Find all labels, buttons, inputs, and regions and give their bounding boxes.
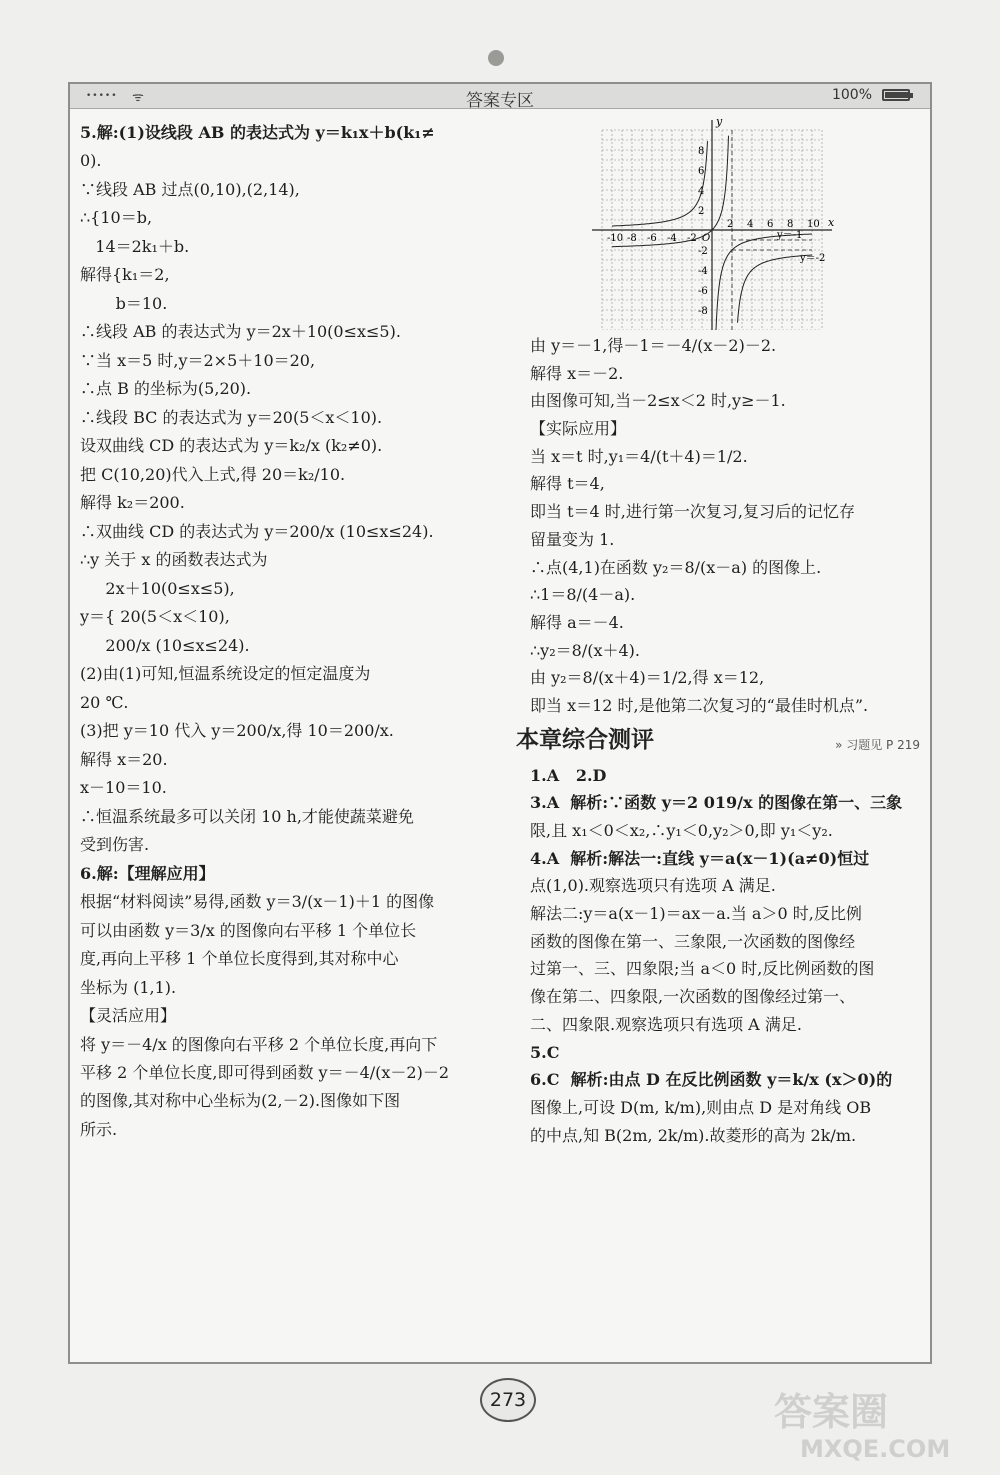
text-line: 所示. — [80, 1119, 118, 1139]
text-line: 解得 x＝－2. — [530, 363, 624, 383]
text-line: 可以由函数 y＝3/x 的图像向右平移 1 个单位长 — [80, 920, 417, 940]
tablet-camera-dot — [488, 50, 504, 66]
text-line: y＝{ 20(5＜x＜10), — [80, 607, 230, 627]
text-line: 留量变为 1. — [530, 529, 615, 549]
text-line: 由图像可知,当－2≤x＜2 时,y≥－1. — [530, 391, 786, 411]
left-column — [80, 122, 490, 1147]
hyperbola-branch — [738, 255, 813, 323]
x-tick-label: -6 — [647, 233, 657, 244]
text-line: 根据“材料阅读”易得,函数 y＝3/(x－1)＋1 的图像 — [80, 892, 435, 912]
watermark-line1: 答案圈 — [774, 1390, 889, 1434]
text-line: 1.A 2.D — [530, 765, 607, 785]
text-line: 解得 k₂＝200. — [80, 493, 185, 513]
y-tick-label: -4 — [698, 266, 708, 277]
y-tick-label: -6 — [698, 286, 708, 297]
right-column — [516, 335, 920, 1152]
section-header — [516, 723, 920, 763]
status-bar — [70, 84, 930, 109]
text-line: 解得 t＝4, — [530, 474, 605, 494]
x-tick-label: 4 — [747, 219, 754, 230]
text-line: 二、四象限.观察选项只有选项 A 满足. — [530, 1014, 802, 1034]
wifi-icon: ᯤ — [132, 90, 144, 105]
text-line: 将 y＝－4/x 的图像向右平移 2 个单位长度,再向下 — [80, 1034, 438, 1054]
hyperbola-branch — [612, 141, 708, 226]
watermark-line2: MXQE.COM — [800, 1435, 951, 1463]
text-line: ∴线段 AB 的表达式为 y＝2x＋10(0≤x≤5). — [80, 322, 401, 342]
chapter-test-answers — [530, 765, 920, 1147]
text-line: 限,且 x₁＜0＜x₂,∴y₁＜0,y₂＞0,即 y₁＜y₂. — [530, 821, 833, 840]
text-line: ∴点 B 的坐标为(5,20). — [80, 379, 252, 399]
text-line: 的中点,知 B(2m, 2k/m).故菱形的高为 2k/m. — [530, 1125, 857, 1145]
text-line: 函数的图像在第一、三象限,一次函数的图像经 — [530, 931, 856, 951]
text-line: ∵线段 AB 过点(0,10),(2,14), — [80, 179, 300, 199]
text-line: 设双曲线 CD 的表达式为 y＝k₂/x (k₂≠0). — [80, 436, 383, 456]
line-label: y＝-1 — [777, 230, 803, 241]
text-line: (3)把 y＝10 代入 y＝200/x,得 10＝200/x. — [80, 721, 394, 741]
text-line: 6.C 解析:由点 D 在反比例函数 y＝k/x (x＞0)的 — [530, 1070, 893, 1090]
battery-fill — [885, 92, 909, 98]
text-line: 【灵活应用】 — [80, 1006, 177, 1026]
text-line: 坐标为 (1,1). — [80, 977, 177, 997]
text-line: 14＝2k₁＋b. — [80, 236, 190, 256]
line-label: y＝-2 — [800, 253, 826, 264]
y-tick-label: 2 — [698, 206, 705, 217]
page-title: 答案专区 — [466, 91, 534, 111]
text-line: 【实际应用】 — [530, 419, 627, 439]
text-line: 度,再向上平移 1 个单位长度得到,其对称中心 — [80, 949, 399, 969]
x-tick-label: 8 — [787, 219, 794, 230]
hyperbola-branch — [716, 234, 812, 330]
text-line: (2)由(1)可知,恒温系统设定的恒定温度为 — [80, 664, 371, 684]
text-line: 点(1,0).观察选项只有选项 A 满足. — [530, 876, 776, 896]
text-line: 当 x＝t 时,y₁＝4/(t＋4)＝1/2. — [530, 446, 748, 466]
text-line: 2x＋10(0≤x≤5), — [80, 578, 235, 598]
text-line: 即当 t＝4 时,进行第一次复习,复习后的记忆存 — [530, 502, 855, 522]
x-tick-label: -10 — [607, 233, 624, 244]
text-line: ∴y₂＝8/(x＋4). — [530, 640, 640, 660]
text-line: 3.A 解析:∵函数 y＝2 019/x 的图像在第一、三象 — [530, 793, 903, 813]
text-line: ∴y 关于 x 的函数表达式为 — [80, 550, 268, 570]
x-tick-label: -8 — [627, 233, 637, 244]
text-line: ∴{10＝b, — [80, 208, 153, 228]
text-line: 解得 x＝20. — [80, 749, 168, 769]
y-axis-label: y — [716, 115, 723, 128]
text-line: 0). — [80, 151, 102, 171]
text-line: ∵当 x＝5 时,y＝2×5＋10＝20, — [80, 350, 316, 370]
text-line: 20 ℃. — [80, 692, 129, 712]
x-tick-label: 10 — [807, 219, 820, 230]
x-tick-label: 2 — [727, 219, 734, 230]
text-line: 200/x (10≤x≤24). — [80, 635, 250, 655]
text-line: 解法二:y＝a(x－1)＝ax－a.当 a＞0 时,反比例 — [530, 904, 862, 924]
text-line: 即当 x＝12 时,是他第二次复习的“最佳时机点”. — [530, 695, 869, 715]
text-line: 图像上,可设 D(m, k/m),则由点 D 是对角线 OB — [530, 1097, 872, 1117]
text-line: ∴点(4,1)在函数 y₂＝8/(x－a) 的图像上. — [530, 557, 822, 577]
text-line: 5.C — [530, 1042, 560, 1062]
text-line: 的图像,其对称中心坐标为(2,－2).图像如下图 — [80, 1091, 401, 1111]
text-line: 5.解:(1)设线段 AB 的表达式为 y＝k₁x＋b(k₁≠ — [80, 123, 435, 142]
page-number: 273 — [480, 1378, 536, 1422]
origin-label: O — [702, 233, 711, 244]
text-line: 过第一、三、四象限;当 a＜0 时,反比例函数的图 — [530, 959, 875, 979]
section-page-ref: » 习题见 P 219 — [835, 737, 920, 752]
text-line: 受到伤害. — [80, 835, 150, 855]
text-line: ∴线段 BC 的表达式为 y＝20(5＜x＜10). — [80, 407, 383, 427]
text-line: 把 C(10,20)代入上式,得 20＝k₂/10. — [80, 464, 346, 484]
text-line: x－10＝10. — [80, 778, 167, 798]
text-line: 由 y₂＝8/(x＋4)＝1/2,得 x＝12, — [530, 668, 765, 688]
y-tick-label: -8 — [698, 306, 708, 317]
battery-percent: 100% — [831, 87, 872, 103]
section-heading: 本章综合测评 — [516, 726, 654, 753]
x-tick-label: -2 — [687, 233, 697, 244]
x-tick-label: -4 — [667, 233, 677, 244]
text-line: ∴双曲线 CD 的表达式为 y＝200/x (10≤x≤24). — [80, 521, 434, 541]
y-tick-label: 4 — [698, 186, 705, 197]
text-line: 解得{k₁＝2, — [80, 265, 170, 285]
right-column-answers — [530, 335, 920, 717]
text-line: 平移 2 个单位长度,即可得到函数 y＝－4/(x－2)－2 — [80, 1062, 450, 1082]
x-tick-label: 6 — [767, 219, 774, 230]
watermark-logo — [770, 1385, 980, 1463]
y-tick-label: -2 — [698, 246, 708, 257]
text-line: ∴恒温系统最多可以关闭 10 h,才能使蔬菜避免 — [80, 806, 414, 826]
text-line: 由 y＝－1,得－1＝－4/(x－2)－2. — [530, 336, 777, 355]
function-graph — [592, 110, 842, 330]
text-line: 像在第二、四象限,一次函数的图像经过第一、 — [530, 987, 856, 1007]
y-tick-label: 8 — [698, 146, 705, 157]
text-line: b＝10. — [80, 293, 168, 313]
signal-icon: ••••• — [86, 91, 118, 101]
x-axis-label: x — [828, 216, 835, 229]
battery-icon — [882, 89, 910, 101]
text-line: 解得 a＝－4. — [530, 612, 624, 632]
text-line: ∴1＝8/(4－a). — [530, 585, 636, 605]
text-line: 6.解:【理解应用】 — [80, 863, 215, 883]
text-line: 4.A 解析:解法一:直线 y＝a(x－1)(a≠0)恒过 — [530, 848, 870, 868]
y-tick-label: 6 — [698, 166, 705, 177]
